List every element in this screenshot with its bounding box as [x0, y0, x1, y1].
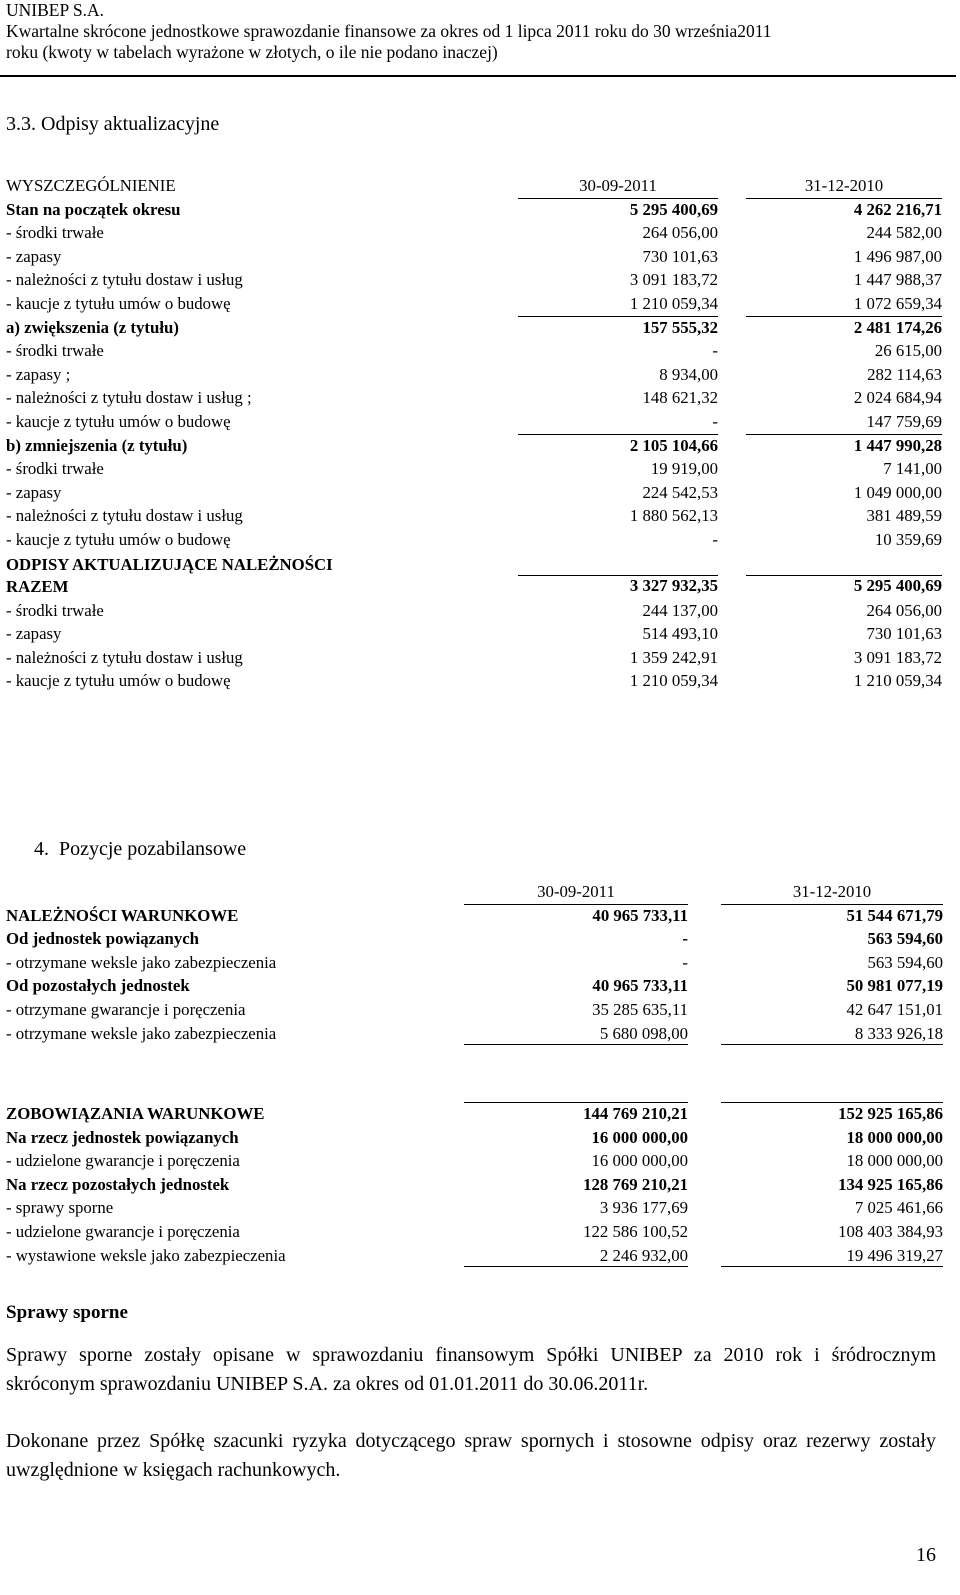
row-value-1: 144 769 210,21: [583, 1104, 688, 1123]
row-value-1: -: [712, 529, 718, 549]
row-label: - zapasy: [6, 482, 62, 502]
total-label-line-2: RAZEM: [6, 576, 69, 596]
row-value-2: 108 403 384,93: [838, 1221, 943, 1241]
row-value-2: 381 489,59: [866, 506, 942, 526]
row-value-1: 244 137,00: [642, 600, 718, 620]
row-value-1: 128 769 210,21: [583, 1174, 688, 1194]
row-value-1: 264 056,00: [642, 223, 718, 243]
closing-row: [6, 622, 952, 646]
row-value-2: 42 647 151,01: [846, 999, 943, 1019]
write-down-row: [6, 457, 952, 481]
row-value-2: 10 359,69: [874, 529, 942, 549]
row-value-2: 50 981 077,19: [846, 976, 943, 996]
write-down-row: [6, 434, 952, 458]
disputes-paragraph-2: Dokonane przez Spółkę szacunki ryzyka dotyczącego spraw spornych i stosowne odpisy oraz rezerwy zostały uwzględnione w księgach rachunkowych.: [6, 1430, 936, 1481]
write-down-row: [6, 268, 952, 292]
row-label: - należności z tytułu dostaw i usług: [6, 270, 243, 290]
row-value-1: -: [682, 952, 688, 972]
liabilities-row: [6, 1126, 952, 1150]
column2-header-date-2: 31-12-2010: [792, 882, 872, 901]
write-down-row: [6, 363, 952, 387]
row-value-2: 244 582,00: [866, 223, 942, 243]
row-value-1: 514 493,10: [642, 624, 718, 644]
total-row: [6, 552, 952, 599]
row-value-2: 2 481 174,26: [853, 317, 942, 337]
row-value-1: 40 965 733,11: [592, 905, 688, 925]
receivables-row: [6, 1022, 952, 1046]
row-value-1: 122 586 100,52: [583, 1221, 688, 1241]
row-value-1: 224 542,53: [642, 482, 718, 502]
receivables-row: [6, 904, 952, 928]
row-value-1: 1 359 242,91: [629, 647, 718, 667]
row-label: - sprawy sporne: [6, 1198, 114, 1218]
row-value-2: 51 544 671,79: [846, 905, 943, 925]
write-down-row: [6, 481, 952, 505]
section-name: Pozycje pozabilansowe: [59, 838, 247, 860]
liabilities-rows: [6, 1102, 952, 1267]
section-title-pozabilansowe: [34, 838, 246, 861]
row-label: Od jednostek powiązanych: [6, 929, 200, 949]
row-label: - środki trwałe: [6, 600, 104, 620]
row-label: - należności z tytułu dostaw i usług ;: [6, 388, 252, 408]
row-value-1: 35 285 635,11: [592, 999, 688, 1019]
row-value-1: 148 621,32: [642, 388, 718, 408]
write-down-rows: [6, 198, 952, 552]
row-label: - zapasy ;: [6, 364, 71, 384]
row-value-2: 7 141,00: [883, 459, 942, 479]
row-label: - otrzymane weksle jako zabezpieczenia: [6, 952, 277, 972]
write-down-row: [6, 528, 952, 552]
receivables-row: [6, 974, 952, 998]
row-label: Na rzecz jednostek powiązanych: [6, 1127, 239, 1147]
row-label: - zapasy: [6, 624, 62, 644]
contingent-receivables-table: [6, 880, 952, 1045]
row-label: - kaucje z tytułu umów o budowę: [6, 411, 231, 431]
row-value-2: 1 447 990,28: [853, 435, 942, 455]
row-label: - udzielone gwarancje i poręczenia: [6, 1151, 240, 1171]
report-title-line-1: Kwartalne skrócone jednostkowe sprawozdanie finansowe za okres od 1 lipca 2011 roku do 30 września2011: [6, 21, 772, 41]
receivables-row: [6, 998, 952, 1022]
row-label: - udzielone gwarancje i poręczenia: [6, 1221, 240, 1241]
row-label: NALEŻNOŚCI WARUNKOWE: [6, 905, 239, 925]
row-label: ZOBOWIĄZANIA WARUNKOWE: [6, 1104, 265, 1123]
receivables-row: [6, 951, 952, 975]
row-label: - środki trwałe: [6, 223, 104, 243]
page-header: [6, 0, 772, 63]
row-value-2: 563 594,60: [867, 952, 943, 972]
liabilities-row: [6, 1149, 952, 1173]
write-down-row: [6, 316, 952, 340]
write-down-row: [6, 221, 952, 245]
row-value-1: 2 246 932,00: [599, 1245, 688, 1265]
row-value-1: 3 936 177,69: [599, 1198, 688, 1218]
row-value-1: -: [682, 929, 688, 949]
row-value-1: 5 680 098,00: [599, 1023, 688, 1043]
column2-header-date-1: 30-09-2011: [537, 882, 615, 901]
section-title-odpisy: 3.3. Odpisy aktualizacyjne: [6, 113, 220, 135]
row-value-2: 282 114,63: [867, 364, 942, 384]
row-label: - otrzymane weksle jako zabezpieczenia: [6, 1023, 277, 1043]
row-label: - kaucje z tytułu umów o budowę: [6, 529, 231, 549]
row-value-1: 1 210 059,34: [629, 293, 718, 313]
closing-row: [6, 599, 952, 623]
write-down-row: [6, 292, 952, 316]
row-label: Na rzecz pozostałych jednostek: [6, 1174, 230, 1194]
row-label: a) zwiększenia (z tytułu): [6, 317, 179, 337]
section-number: 4.: [34, 838, 49, 860]
total-label: [6, 554, 333, 598]
row-value-1: -: [712, 341, 718, 361]
disputes-heading: Sprawy sporne: [6, 1302, 128, 1323]
row-value-1: 157 555,32: [642, 317, 718, 337]
row-value-2: 18 000 000,00: [846, 1127, 943, 1147]
write-down-table: [6, 174, 952, 693]
closing-row: [6, 669, 952, 693]
liabilities-row: [6, 1196, 952, 1220]
row-value-1: 3 091 183,72: [629, 270, 718, 290]
row-value-1: 5 295 400,69: [629, 199, 718, 219]
row-value-1: 8 934,00: [659, 364, 718, 384]
disputes-paragraph-1: Sprawy sporne zostały opisane w sprawozdaniu finansowym Spółki UNIBEP za 2010 rok i śródrocznym skróconym sprawozdaniu UNIBEP S.A. za okres od 01.01.2011 do 30.06.2011r.: [6, 1344, 936, 1395]
row-value-1: 40 965 733,11: [592, 976, 688, 996]
row-label: Stan na początek okresu: [6, 199, 181, 219]
row-value-2: 147 759,69: [866, 411, 942, 431]
row-value-2: 1 072 659,34: [853, 293, 942, 313]
row-label: - kaucje z tytułu umów o budowę: [6, 293, 231, 313]
column-header-date-2: 31-12-2010: [804, 176, 884, 195]
row-value-2: 1 447 988,37: [853, 270, 942, 290]
row-label: - kaucje z tytułu umów o budowę: [6, 671, 231, 691]
row-value-2: 134 925 165,86: [838, 1174, 943, 1194]
row-value-1: 16 000 000,00: [591, 1127, 688, 1147]
closing-breakdown-rows: [6, 599, 952, 693]
table-header-row: [6, 174, 952, 198]
liabilities-row: [6, 1244, 952, 1268]
row-value-2: 19 496 319,27: [846, 1245, 943, 1265]
contingent-liabilities-table: [6, 1102, 952, 1267]
row-value-1: 730 101,63: [642, 246, 718, 266]
write-down-row: [6, 504, 952, 528]
row-value-1: 1 880 562,13: [629, 506, 718, 526]
row-label: Od pozostałych jednostek: [6, 976, 190, 996]
row-value-1: 19 919,00: [650, 459, 718, 479]
row-value-2: 26 615,00: [874, 341, 942, 361]
row-value-1: 1 210 059,34: [629, 671, 718, 691]
row-label: - środki trwałe: [6, 459, 104, 479]
row-value-2: 264 056,00: [866, 600, 942, 620]
column-header-label: WYSZCZEGÓLNIENIE: [6, 176, 176, 195]
liabilities-row: [6, 1220, 952, 1244]
table2-header-row: [6, 880, 952, 904]
row-label: - należności z tytułu dostaw i usług: [6, 647, 243, 667]
header-divider: [0, 75, 956, 77]
write-down-row: [6, 198, 952, 222]
row-value-2: 730 101,63: [866, 624, 942, 644]
row-value-2: 18 000 000,00: [846, 1151, 943, 1171]
row-value-1: 2 105 104,66: [629, 435, 718, 455]
page-number: 16: [916, 1544, 936, 1566]
row-value-2: 2 024 684,94: [853, 388, 942, 408]
row-value-2: 7 025 461,66: [854, 1198, 943, 1218]
row-value-2: 8 333 926,18: [854, 1023, 943, 1043]
write-down-row: [6, 245, 952, 269]
liabilities-row: [6, 1102, 952, 1126]
write-down-row: [6, 339, 952, 363]
receivables-row: [6, 927, 952, 951]
write-down-row: [6, 410, 952, 434]
row-label: - środki trwałe: [6, 341, 104, 361]
closing-row: [6, 646, 952, 670]
row-value-2: 152 925 165,86: [838, 1104, 943, 1123]
row-label: - należności z tytułu dostaw i usług: [6, 506, 243, 526]
row-value-2: 1 049 000,00: [853, 482, 942, 502]
row-label: b) zmniejszenia (z tytułu): [6, 435, 188, 455]
row-value-2: 4 262 216,71: [853, 199, 942, 219]
column-header-date-1: 30-09-2011: [579, 176, 657, 195]
row-label: - otrzymane gwarancje i poręczenia: [6, 999, 246, 1019]
company-name: UNIBEP S.A.: [6, 0, 105, 20]
row-label: - zapasy: [6, 246, 62, 266]
row-value-2: 1 210 059,34: [853, 671, 942, 691]
receivables-rows: [6, 904, 952, 1046]
total-value-1: 3 327 932,35: [629, 575, 718, 595]
row-value-1: 16 000 000,00: [591, 1151, 688, 1171]
row-value-1: -: [712, 411, 718, 431]
total-value-2: 5 295 400,69: [853, 575, 942, 595]
row-value-2: 3 091 183,72: [853, 647, 942, 667]
liabilities-row: [6, 1173, 952, 1197]
report-title-line-2: roku (kwoty w tabelach wyrażone w złotych, o ile nie podano inaczej): [6, 42, 498, 62]
row-label: - wystawione weksle jako zabezpieczenia: [6, 1245, 286, 1265]
row-value-2: 563 594,60: [867, 929, 943, 949]
total-label-line-1: ODPISY AKTUALIZUJĄCE NALEŻNOŚCI: [6, 554, 333, 574]
row-value-2: 1 496 987,00: [853, 246, 942, 266]
write-down-row: [6, 386, 952, 410]
